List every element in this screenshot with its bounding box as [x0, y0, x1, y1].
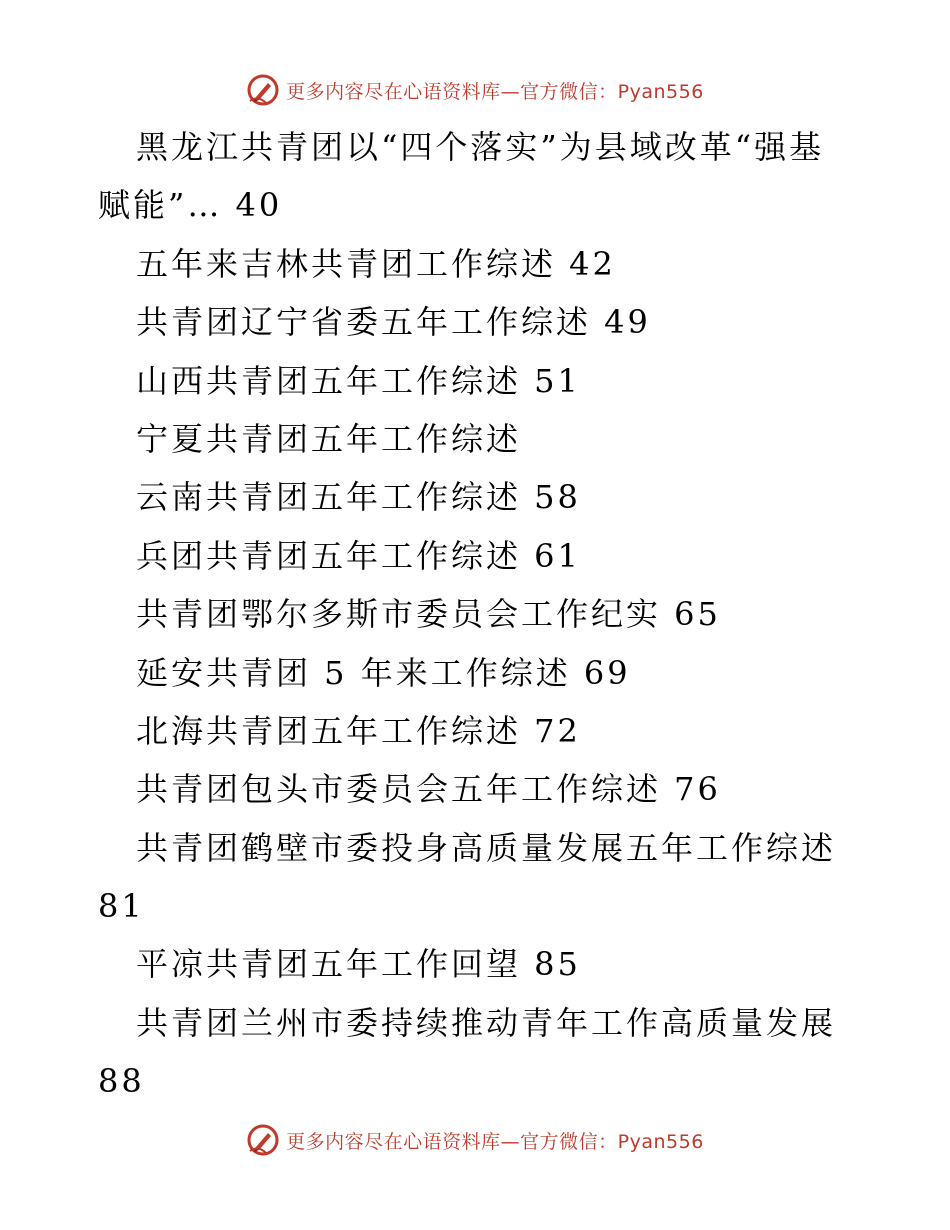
- toc-entry: 88: [98, 1062, 145, 1101]
- toc-entry: 平凉共青团五年工作回望 85: [136, 945, 581, 984]
- toc-entry: 云南共青团五年工作综述 58: [136, 478, 581, 517]
- table-of-contents: [98, 118, 878, 1111]
- watermark-header: [0, 70, 950, 110]
- pen-logo-icon: [246, 73, 280, 107]
- toc-entry: 黑龙江共青团以“四个落实”为县域改革“强基: [136, 128, 825, 166]
- toc-entry: 北海共青团五年工作综述 72: [136, 711, 581, 750]
- toc-entry: 共青团鄂尔多斯市委员会工作纪实 65: [136, 595, 721, 634]
- toc-entry: 宁夏共青团五年工作综述: [136, 419, 522, 458]
- toc-entry: 兵团共青团五年工作综述 61: [136, 536, 581, 575]
- toc-entry: 共青团兰州市委持续推动青年工作高质量发展: [136, 1003, 837, 1042]
- toc-entry: 赋能”… 40: [98, 186, 283, 225]
- watermark-text: 更多内容尽在心语资料库—官方微信：Pyan556: [286, 1130, 704, 1153]
- toc-entry: 共青团鹤壁市委投身高质量发展五年工作综述: [136, 828, 837, 867]
- toc-entry: 山西共青团五年工作综述 51: [136, 361, 581, 400]
- pen-logo-icon: [246, 1123, 280, 1157]
- toc-entry: 81: [98, 887, 145, 926]
- toc-entry: 五年来吉林共青团工作综述 42: [136, 244, 616, 283]
- toc-entry: 延安共青团 5 年来工作综述 69: [136, 653, 631, 692]
- watermark-footer: [0, 1120, 950, 1160]
- toc-entry: 共青团辽宁省委五年工作综述 49: [136, 303, 651, 342]
- watermark-text: 更多内容尽在心语资料库—官方微信：Pyan556: [286, 80, 704, 103]
- toc-entry: 共青团包头市委员会五年工作综述 76: [136, 770, 721, 809]
